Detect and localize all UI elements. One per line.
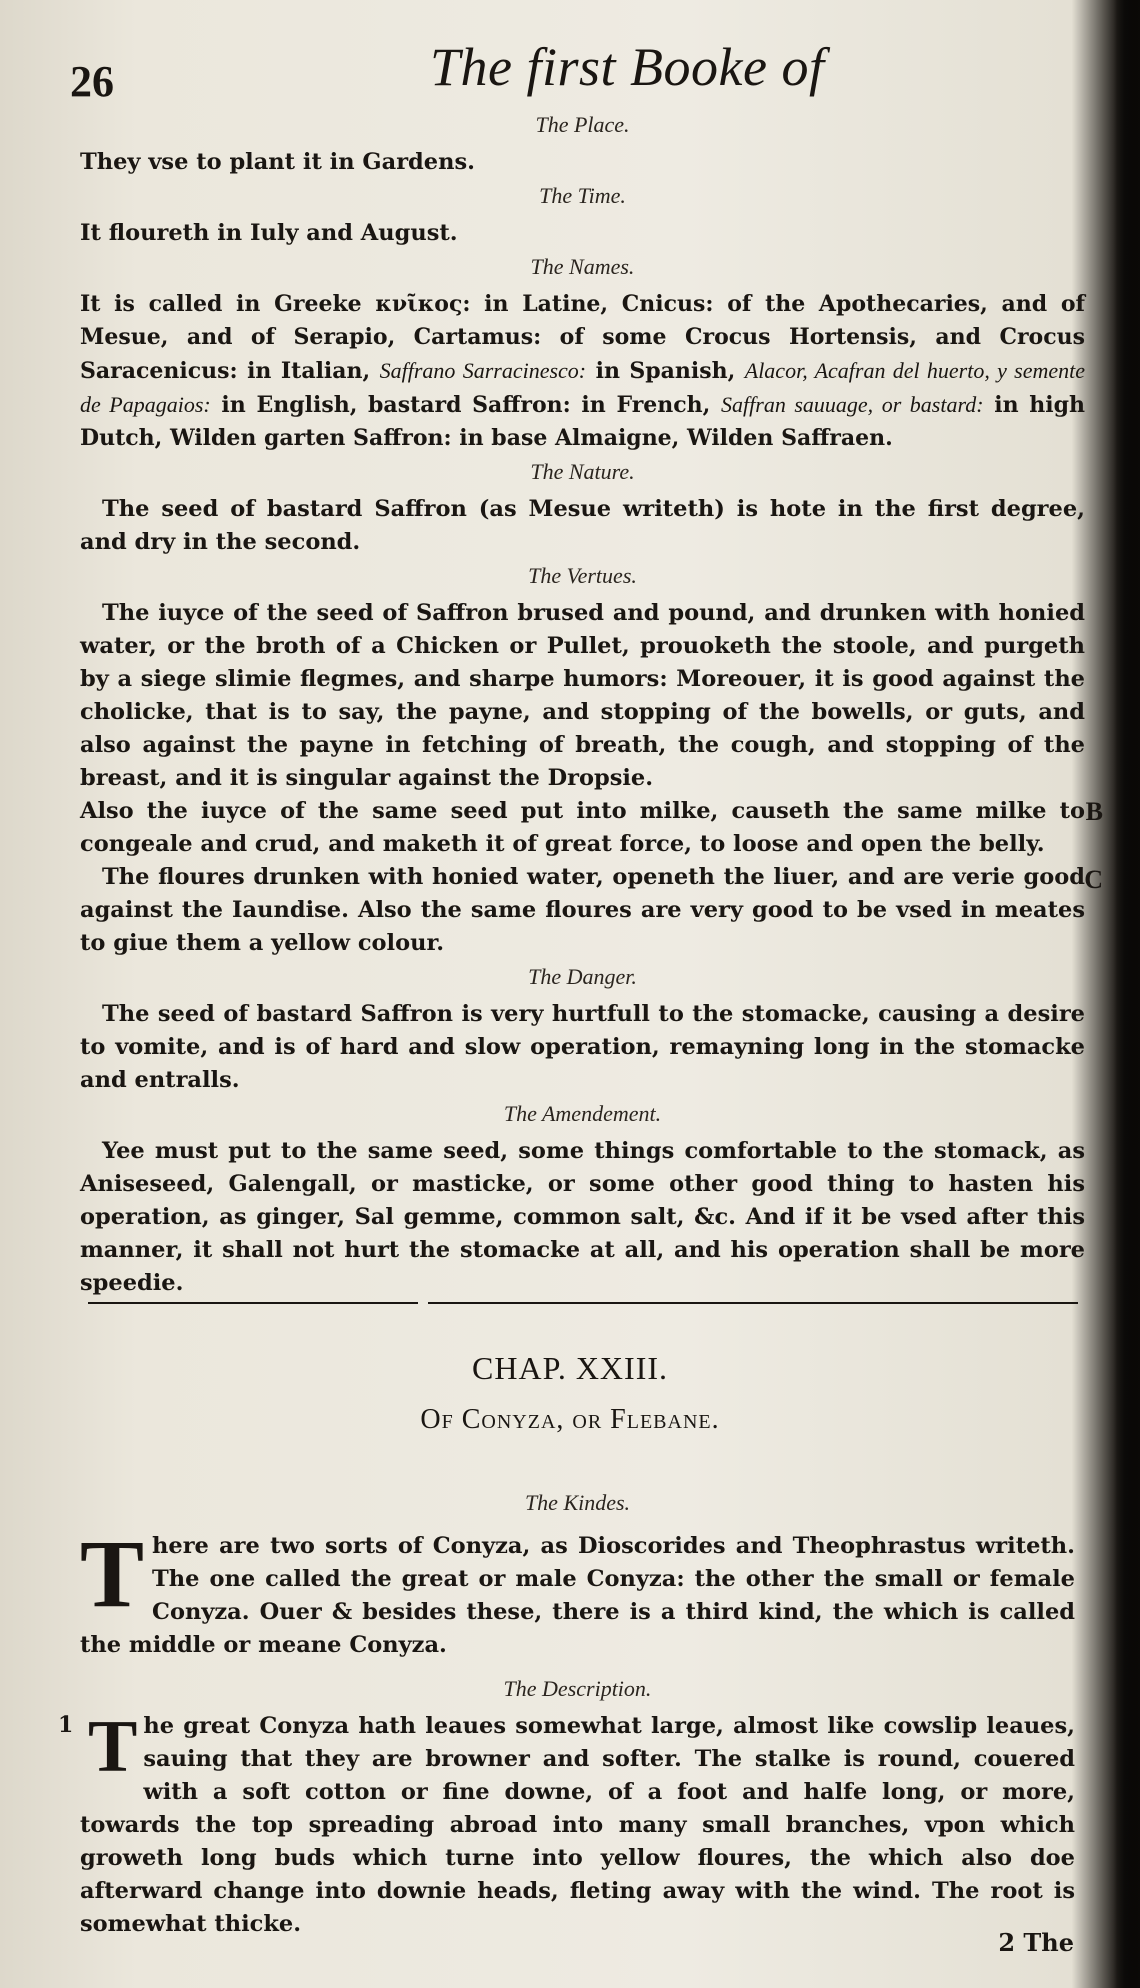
vertues-paragraph-1: The iuyce of the seed of Saffron brused and pound, and drunken with honied water, or the broth of a Chicken or Pullet, prouoketh the stoole, and purgeth by a siege slimie flegmes, and sharpe humors: Moreouer, it is good against the cholicke, that is to say, the payne, and stopping of the bowells, or guts, and also against the payne in fetching of breath, the cough, and stopping of the breast, and it is singular against the Dropsie. bbox=[80, 600, 1085, 791]
nature-text: The seed of bastard Saffron (as Mesue writeth) is hote in the first degree, and dry in the second. bbox=[80, 496, 1085, 555]
vertues-paragraph-3: The floures drunken with honied water, openeth the liuer, and are verie good against the Iaundise. Also the same floures are very good to be vsed in meates to giue them a yellow colour. bbox=[80, 864, 1085, 956]
chapter-divider bbox=[88, 1302, 1078, 1308]
place-text: They vse to plant it in Gardens. bbox=[80, 149, 475, 175]
main-text bbox=[80, 108, 1103, 1300]
time-text: It floureth in Iuly and August. bbox=[80, 220, 458, 246]
amendement-text: Yee must put to the same seed, some things comfortable to the stomack, as Aniseseed, Galengall, or masticke, or some other good thing to hasten his operation, as ginger, Sal gemme, common salt, &c. And if it be vsed after this manner, it shall not hurt the stomacke at all, and his operation shall be more speedie. bbox=[80, 1138, 1085, 1296]
section-heading-place: The Place. bbox=[535, 112, 630, 137]
margin-letter-b: B bbox=[1085, 797, 1103, 826]
section-heading-amendement: The Amendement. bbox=[503, 1101, 662, 1126]
names-french: Saffran sauuage, or bastard: bbox=[721, 392, 984, 417]
vertues-paragraph-2: Also the iuyce of the same seed put into milke, causeth the same milke to congeale and crud, and maketh it of great force, to loose and open the belly. bbox=[80, 798, 1085, 857]
section-heading-nature: The Nature. bbox=[530, 459, 635, 484]
chapter-title: Of Conyza, or Flebane. bbox=[420, 1404, 720, 1435]
names-part-1: It is called in Greeke κνῖκος: in Latine, Cnicus: of the Apothecaries, and of Mesue, and of Serapio, Cartamus: of some Crocus Hortensis, and Crocus Saracenicus: in Italian, bbox=[80, 291, 1085, 384]
section-heading-names: The Names. bbox=[530, 254, 635, 279]
chapter-text bbox=[58, 1486, 1075, 1941]
names-part-2: in Spanish, bbox=[586, 358, 745, 384]
section-heading-danger: The Danger. bbox=[528, 964, 637, 989]
drop-cap-t: T bbox=[80, 1520, 145, 1627]
danger-text: The seed of bastard Saffron is very hurtfull to the stomacke, causing a desire to vomite, and is of hard and slow operation, remayning long in the stomacke and entralls. bbox=[80, 1001, 1085, 1093]
section-heading-kindes: The Kindes. bbox=[524, 1490, 631, 1515]
kindes-text: here are two sorts of Conyza, as Dioscorides and Theophrastus writeth. The one called the great or male Conyza: the other the small or female Conyza. Ouer & besides these, there is a third kind, the which is called the middle or meane Conyza. bbox=[80, 1533, 1075, 1658]
names-italian: Saffrano Sarracinesco: bbox=[379, 358, 587, 383]
description-block bbox=[58, 1706, 1075, 1941]
names-part-4: in high Dutch, Wilden garten Saffron: in base Almaigne, Wilden Saffraen. bbox=[80, 392, 1086, 451]
divider-rule-left bbox=[88, 1302, 418, 1304]
section-heading-description: The Description. bbox=[503, 1676, 652, 1701]
description-text: he great Conyza hath leaues somewhat large, almost like cowslip leaues, sauing that they are browner and softer. The stalke is round, couered with a soft cotton or fine downe, of a foot and halfe long, or more, towards the top spreading abroad into many small branches, vpon which groweth long buds which turne into yellow floures, the which also doe afterward change into downie heads, fleting away with the wind. The root is somewhat thicke. bbox=[80, 1713, 1075, 1937]
names-text bbox=[80, 288, 1085, 455]
kindes-block bbox=[80, 1520, 1075, 1662]
page-header bbox=[70, 36, 1080, 106]
binding-shadow bbox=[1114, 0, 1140, 1988]
running-title: The first Booke of bbox=[430, 37, 825, 97]
names-part-3: in English, bastard Saffron: in French, bbox=[210, 392, 722, 418]
names-spanish: Alacor, Acafran del huerto, y semente de Papagaios: bbox=[80, 358, 1086, 417]
section-heading-vertues: The Vertues. bbox=[528, 563, 637, 588]
divider-rule-right bbox=[428, 1302, 1078, 1304]
section-heading-time: The Time. bbox=[539, 183, 626, 208]
chapter-number: CHAP. XXIII. bbox=[472, 1350, 668, 1386]
description-marker: 1 bbox=[58, 1712, 74, 1738]
margin-letter-c: C bbox=[1084, 865, 1103, 894]
page-number: 26 bbox=[70, 57, 114, 106]
catchword: 2 The bbox=[998, 1928, 1074, 1957]
drop-cap-t-2: T bbox=[88, 1706, 138, 1788]
